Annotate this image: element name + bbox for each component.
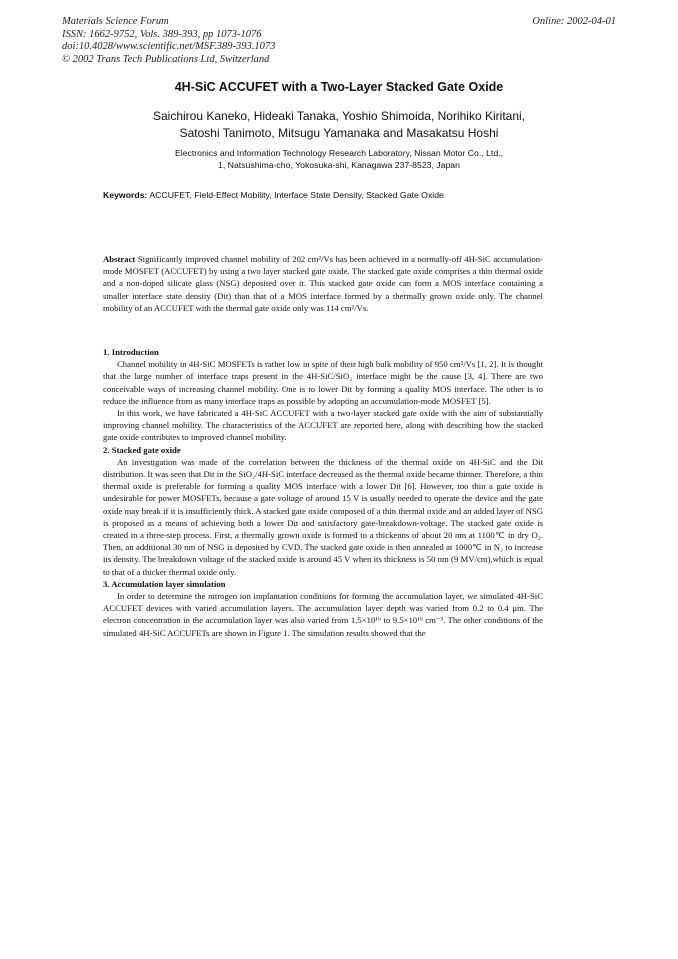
keywords-label: Keywords: xyxy=(103,190,148,200)
author-line: Satoshi Tanimoto, Mitsugu Yamanaka and Masakatsu Hoshi xyxy=(179,126,499,140)
author-list xyxy=(0,108,678,142)
section-heading: 2. Stacked gate oxide xyxy=(103,444,181,455)
paragraph: An investigation was made of the correlation between the thickness of the thermal oxide on 4H-SiC and the Dit distribution. It was seen that Dit in the SiO₂/4H-SiC interface decreased as the thermal oxide became thinner. Therefore, a thin thermal oxide is preferable for forming a quality MOS interface with a lower Dit [6]. However, too thin a gate oxide is undesirable for power MOSFETs, because a gate voltage of around 15 V is usually needed to operate the device and the gate oxide may break if it is insufficiently thick. A stacked gate oxide composed of a thin thermal oxide and an added layer of NSG is proposed as a means of achieving both a lower Dit and satisfactory gate-breakdown-voltage. The stacked gate oxide is created in a three-step process. First, a thermally grown oxide is formed to a thickenns of about 20 nm at 1100℃ in dry O₂. Then, an additional 30 nm of NSG is deposited by CVD. The stacked gate oxide is then annealed at 1000℃ in N₂ to increase its density. The breakdown voltage of the stacked oxide is around 45 V when its thickness is 50 nm (9 MV/cm),which is equal to that of a thicker thermal oxide only. xyxy=(103,456,543,577)
paragraph: In order to determine the nitrogen ion implantation conditions for forming the accumulation layer, we simulated 4H-SiC ACCUFET devices with varied accumulation layers. The accumulation layer depth was varied from 0.2 to 0.4 μm. The electron concentration in the accumulation layer was also varied from 1.5×10¹⁶ to 9.5×10¹⁶ cm⁻³. The other conditions of the simulated 4H-SiC ACCUFETs are shown in Figure 1. The simulation results showed that the xyxy=(103,591,543,638)
online-date: Online: 2002-04-01 xyxy=(532,16,616,27)
paragraph: Channel mobility in 4H-SiC MOSFETs is rather low in spite of their high bulk mobility of 950 cm²/Vs [1, 2]. It is thought that the large number of interface traps present in the 4H-SiC/SiO₂ interface might be the cause [3, 4]. There are two conceivable ways of increasing channel mobility. One is to lower Dit by forming a quality MOS interface. The other is to reduce the influence from as many interface traps as possible by adopting an accumulation-mode MOSFET [5]. xyxy=(103,359,543,406)
abstract-text: Significantly improved channel mobility of 202 cm²/Vs has been achieved in a normally-off 4H-SiC accumulation-mode MOSFET (ACCUFET) by using a two layer stacked gate oxide. The stacked gate oxide comprises a thin thermal oxide and a non-doped silicate glass (NSG) deposited over it. This stacked gate oxide can form a MOS interface containing a smaller interface state density (Dit) than that of a MOS interface formed by a thermally grown oxide only. The channel mobility of an ACCUFET with the thermal gate oxide only was 114 cm²/Vs. xyxy=(103,254,544,313)
abstract xyxy=(103,253,543,314)
journal-header xyxy=(62,16,622,66)
body-sections xyxy=(103,346,543,639)
journal-doi: doi:10.4028/www.scientific.net/MSF.389-393.1073 xyxy=(62,41,276,52)
journal-copyright: © 2002 Trans Tech Publications Ltd, Switzerland xyxy=(62,53,270,65)
journal-issn: ISSN: 1662-9752, Vols. 389-393, pp 1073-1076 xyxy=(62,28,262,40)
paper-title: 4H-SiC ACCUFET with a Two-Layer Stacked Gate Oxide xyxy=(174,80,504,94)
affiliation xyxy=(0,147,678,171)
section-heading: 3. Accumulation layer simulation xyxy=(103,578,226,589)
affiliation-line: 1, Natsushima-cho, Yokosuka-shi, Kanagawa 237-8523, Japan xyxy=(218,160,460,170)
section-heading: 1. Introduction xyxy=(103,347,159,357)
keywords xyxy=(103,190,603,200)
author-line: Saichirou Kaneko, Hideaki Tanaka, Yoshio Shimoida, Norihiko Kiritani, xyxy=(153,109,525,123)
affiliation-line: Electronics and Information Technology Research Laboratory, Nissan Motor Co., Ltd., xyxy=(174,148,504,158)
paragraph: In this work, we have fabricated a 4H-SiC ACCUFET with a two-layer stacked gate oxide with the aim of substantially improving channel mobility. The characteristics of the ACCUFET are reported here, along with describing how the stacked gate oxide contributes to improved channel mobility. xyxy=(103,408,543,443)
keywords-text: ACCUFET, Field-Effect Mobility, Interface State Density, Stacked Gate Oxide xyxy=(149,190,444,200)
journal-name: Materials Science Forum xyxy=(62,16,169,27)
abstract-label: Abstract xyxy=(103,254,136,264)
